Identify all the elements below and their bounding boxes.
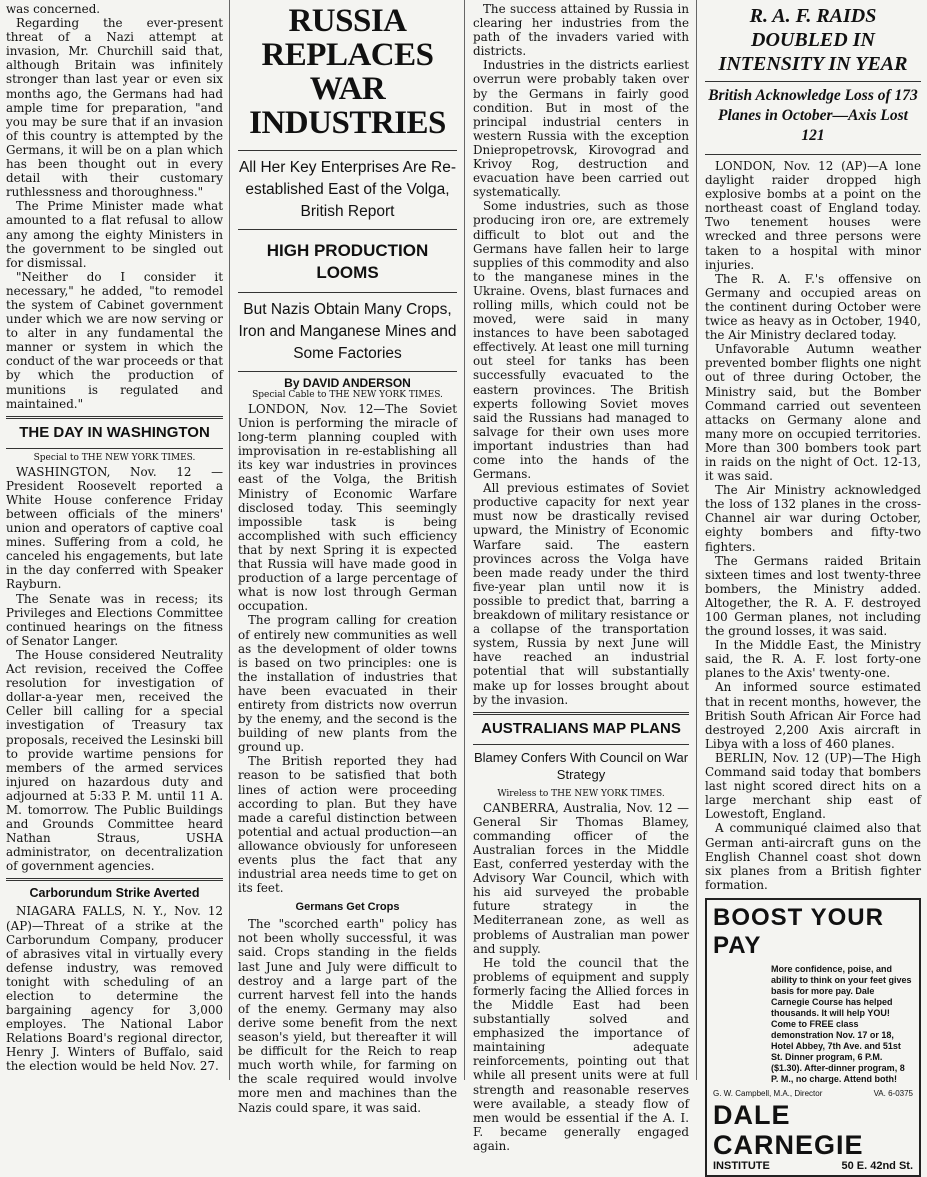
australia-deck: Blamey Confers With Council on War Strategy (473, 749, 689, 782)
washington-headline: THE DAY IN WASHINGTON (19, 423, 210, 441)
ad-brand-name: DALE CARNEGIE (713, 1099, 864, 1160)
subhead-germans-get-crops: Germans Get Crops (295, 901, 400, 914)
churchill-continuation (6, 2, 223, 411)
article-paragraph: He told the council that the problems of equipment and supply formerly facing the Allied forces in the Middle East had been substantially solved and emphasized the importance of maintaining adequate reinforcements, pointing out that while all present units were at full strength and reasonable reserves were available, a steady flow of men would be essential if the A. I. F. became generally engaged again. (473, 955, 689, 1153)
washington-article (6, 423, 223, 874)
article-paragraph: Some industries, such as those producing iron ore, are extremely difficult to blot out and the Germans have fallen heir to large supplies of this commodity and also to the manganese mines in the Ukraine. Ovens, blast furnaces and rolling mills, which could not be moved, were said in many instances to have been sabotaged effectively. At least one mill turning out steel for tanks has been successfully evacuated to the eastern provinces. The British experts following Soviet moves said the Russians had managed to salvage for their own uses more important industries than had come into the hands of the Germans. (473, 199, 689, 482)
washington-credit: Special to THE NEW YORK TIMES. (33, 452, 196, 463)
article-paragraph: NIAGARA FALLS, N. Y., Nov. 12 (AP)—Threat of a strike at the Carborundum Company, producer of abrasives vital in virtually every defense industry, was removed tonight with scheduling of an election to determine the bargaining agency for 3,000 employes. The National Labor Relations Board's regional director, Henry J. Winters of Buffalo, said the election would be held Nov. 27. (6, 904, 223, 1074)
ad-phone: VA. 6-0375 (873, 1088, 913, 1098)
divider (238, 292, 457, 293)
russia-deck-3: But Nazis Obtain Many Crops, Iron and Manganese Mines and Some Factories (238, 301, 457, 362)
column-3 (464, 0, 696, 1153)
article-paragraph: BERLIN, Nov. 12 (UP)—The High Command said today that bombers last night scored direct hits on a large merchant ship east of Lowestoft, England. (705, 750, 921, 822)
australia-credit: Wireless to THE NEW YORK TIMES. (497, 788, 665, 799)
column-1 (0, 0, 229, 1080)
article-paragraph: The R. A. F.'s offensive on Germany and occupied areas on the continent during October were twice as heavy as in October, 1940, the Air Ministry declared today. (705, 271, 921, 343)
divider (6, 448, 223, 449)
article-paragraph: The Germans raided Britain sixteen times and lost twenty-three bombers, the Ministry added. Altogether, the R. A. F. destroyed 100 German planes, not including the ground losses, it was said. (705, 553, 921, 639)
article-paragraph: LONDON, Nov. 12 (AP)—A lone daylight raider dropped high explosive bombs at a point on the northeast coast of England today. Two tenement houses were wrecked and three persons were taken to a hospital with minor injuries. (705, 159, 921, 272)
divider (473, 712, 689, 715)
divider (238, 229, 457, 230)
raf-deck: British Acknowledge Loss of 173 Planes in October—Axis Lost 121 (708, 87, 918, 144)
article-paragraph: In the Middle East, the Ministry said, the R. A. F. lost forty-one planes to the Axis' twenty-one. (705, 638, 921, 681)
article-paragraph: All previous estimates of Soviet productive capacity for next year must now be drastically revised upward, the Ministry of Economic Warfare said. The eastern provinces across the Volga have been made ready under the third five-year plan until now it is possible to predict that, barring a breakdown of military resistance or a collapse of the transportation system, Russia by next June will have reached an industrial potential that will substantially make up for losses brought about by the invasion. (473, 481, 689, 707)
article-paragraph: The "scorched earth" policy has not been wholly successful, it was said. Crops standing in the fields last June and July were difficult to destroy and a large part of the current harvest fell into the hands of the enemy. Germany may also derive some benefit from the next season's yield, but thereafter it will be difficult for the Reich to reap much worth while, for farming on the scale required would involve more men and machines than the Nazis could spare, it was said. (238, 917, 457, 1115)
article-paragraph: An informed source estimated that in recent months, however, the British South African Air Force had destroyed 2,200 Axis aircraft in Libya with a loss of 460 planes. (705, 680, 921, 751)
article-paragraph: WASHINGTON, Nov. 12 — President Roosevelt reported a White House conference Friday between officials of the miners' union and operators of captive coal mines. Suffering from a cold, he canceled his engagements, but late in the day conferred with Speaker Rayburn. (6, 464, 223, 592)
ad-headline: BOOST YOUR PAY (713, 903, 884, 959)
divider (238, 150, 457, 151)
article-paragraph: Regarding the ever-present threat of a Nazi attempt at invasion, Mr. Churchill said that, although Britain was infinitely stronger than last year or even six months ago, the Germans had had ample time for preparation, "and you may be sure that if an invasion of this country is attempted by the Germans, it will be on a plan which has been thought out in every detail with their customary ruthlessness and thoroughness." (6, 16, 223, 200)
article-paragraph: "Neither do I consider it necessary," he added, "to remodel the system of Cabinet government under which we are now serving or to alter in any fundamental the manner or system in which the conduct of the war proceeds or that by which the production of munitions is regulated and maintained." (6, 269, 223, 411)
byline: By DAVID ANDERSON (284, 376, 411, 390)
russia-deck-1: All Her Key Enterprises Are Re-established East of the Volga, British Report (238, 159, 457, 220)
article-paragraph: Industries in the districts earliest overrun were probably taken over by the Germans in fairly good condition. But in most of the principal industrial centers in western Russia with the exception Dniepropetrovsk, Kirovograd and Krivoy Rog, destruction and evacuation have been carried out systematically. (473, 58, 689, 200)
article-paragraph: was concerned. (6, 2, 101, 16)
article-paragraph: Unfavorable Autumn weather prevented bomber flights one night out of three during October, the Ministry said, but the Bomber Command carried out seventeen attacks on Germany alone and many more on occupied territories. More than 300 bombers took part in raids on the night of Oct. 12-13, it was said. (705, 342, 921, 484)
divider (6, 878, 223, 881)
australia-article (473, 719, 689, 1153)
divider (705, 154, 921, 155)
ad-address: 50 E. 42nd St. (841, 1159, 913, 1172)
raf-headline: R. A. F. RAIDS DOUBLED IN INTENSITY IN YEAR (718, 5, 908, 75)
article-paragraph: The Senate was in recess; its Privileges and Elections Committee continued hearings on the fitness of Senator Langer. (6, 591, 223, 648)
article-paragraph: The House considered Neutrality Act revision, received the Coffee resolution for investigation of dollar-a-year men, received the Celler bill calling for a special investigation of Treasury tax proposals, received the Lesinski bill to provide wartime pensions for members of the armed services injured on hazardous duty and adjourned at 5:33 P. M. until 11 A. M. tomorrow. The Public Buildings and Grounds Committee heard Nathan Straus, USHA administrator, on decentralization of government agencies. (6, 647, 223, 874)
australia-headline: AUSTRALIANS MAP PLANS (481, 719, 681, 737)
article-paragraph: The success attained by Russia in clearing her industries from the path of the invaders varied with districts. (473, 2, 689, 59)
article-paragraph: The Prime Minister made what amounted to a flat refusal to allow any among the eighty Ministers in the government to be singled out for dismissal. (6, 199, 223, 270)
column-4 (696, 0, 927, 1172)
carborundum-headline: Carborundum Strike Averted (29, 886, 200, 901)
russia-deck-2: HIGH PRODUCTION LOOMS (266, 241, 429, 282)
ad-footer (713, 1160, 913, 1172)
divider (6, 416, 223, 419)
ad-body: More confidence, poise, and ability to think on your feet gives basis for more pay. Dale Carnegie Course has helped thousands. It will help YOU! Come to FREE class demonstration Nov. 17 or 18, Hotel Abbey, 7th Ave. and 51st St. Dinner program, 6 P.M. ($1.30). After-dinner program, 8 P. M., no charge. Attend both! (771, 963, 912, 1084)
russia-headline: RUSSIA REPLACES WAR INDUSTRIES (249, 3, 446, 141)
ad-contact: G. W. Campbell, M.A., Director (713, 1088, 823, 1098)
divider (473, 744, 689, 745)
article-paragraph: A communiqué claimed also that German anti-aircraft guns on the English Channel coast shot down six planes from a British fighter formation. (705, 821, 921, 892)
article-paragraph: The British reported they had reason to be satisfied that both lines of action were proceeding according to plan. But they have made a careful distinction between potential and actual production—an allowance obviously for unforeseen events plus the fact that any industrial area needs time to get on its feet. (238, 754, 457, 896)
russia-credit: Special Cable to THE NEW YORK TIMES. (252, 390, 443, 400)
ad-contact-row (713, 1089, 913, 1098)
carborundum-article (6, 885, 223, 1073)
article-paragraph: The Air Ministry acknowledged the loss of 132 planes in the cross-Channel air war during October, eighty bombers and fifty-two fighters. (705, 483, 921, 554)
column-2 (229, 0, 464, 1115)
divider (705, 81, 921, 82)
dale-carnegie-ad (705, 898, 921, 1177)
article-paragraph: LONDON, Nov. 12—The Soviet Union is performing the miracle of long-term planning coupled with improvisation in re-establishing all its key war industries in provinces east of the Volga, the British Ministry of Economic Warfare disclosed today. This seemingly impossible task is being accomplished with such efficiency that by next Spring it is expected that Russia will have made good in production of a large percentage of what is now lost through German occupation. (238, 402, 457, 614)
ad-institute: INSTITUTE (713, 1159, 770, 1172)
divider (238, 371, 457, 372)
article-paragraph: CANBERRA, Australia, Nov. 12 —General Sir Thomas Blamey, commanding officer of the Australian forces in the Middle East, conferred yesterday with the Advisory War Council, which with his aid surveyed the probable future strategy in the Mediterranean zone, as well as problems of Australian man power and supply. (473, 800, 689, 956)
article-paragraph: The program calling for creation of entirely new communities as well as the development of older towns is based on two principles: one is the installation of industries that have been evacuated in their entirety from districts now overrun by the enemy, and the second is the building of new plants from the ground up. (238, 613, 457, 755)
